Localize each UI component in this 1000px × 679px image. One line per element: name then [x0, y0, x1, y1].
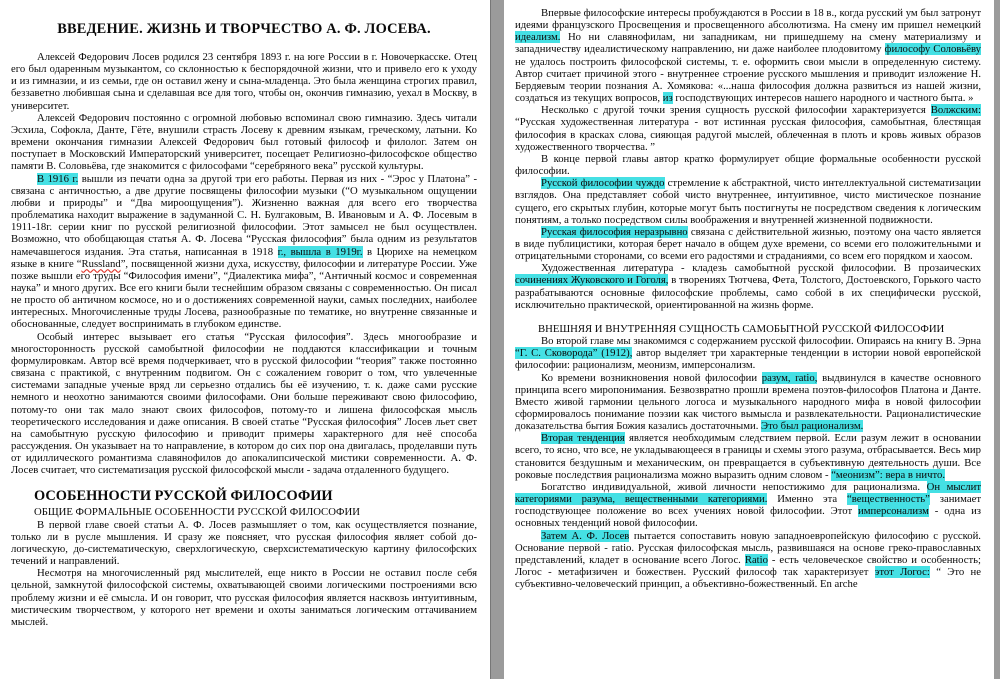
highlight-mark: разум, ratio,	[761, 371, 818, 384]
text-run: Впервые философские интересы пробуждаются в России в 18 в., когда русский ум был затронут идеями французского Просвещения и просвещенного абсолютизма. На смену им пришел немецкий	[515, 7, 981, 32]
text-run: Алексей Федорович Лосев родился 23 сентября 1893 г. на юге России в г. Новочеркасске. Отец его был одаренным музыкантом, со склонностью к беспорядочной жизни, что и привело его к уходу и из гимназии, и из семьи, где он оставил жену и сына-младенца. Это была женщина строгих правил, беззаветно любившая сына и сделавшая все для того, чтобы он, окончив гимназию, уехал в Москву, в университет.	[11, 51, 477, 112]
text-run: Алексей Федорович постоянно с огромной любовью вспоминал свою гимназию. Здесь читали Эсхила, Софокла, Данте, Гёте, внушили страсть Лосеву к древним языкам, греческому, латыни. Ко времени окончания гимназии Алексей Федорович был готовый философ и филолог. Затем он поступает в Московский Императорский университет, посещает Религиозно-философское общество памяти В. Соловьёва, где знакомится с философами “серебряного века” русской культуры.	[11, 111, 477, 173]
paragraph	[11, 331, 477, 477]
text-run: связана с действительной жизнью, поэтому она часто является в виде публицистики, которая берет начало в общем духе времени, со всеми его положительными и отрицательными сторонами, со всеми его радостями и страданиями, со всем его порядком и хаосом.	[515, 225, 982, 263]
highlight-mark: “меонизм”: вера в ничто.	[831, 468, 946, 481]
text-run: Несмотря на многочисленный ряд мыслителей, еще никто в России не оставил после себя цельной, замкнутой философской системы, охватывающей своими логическими построениями всю проблему жизни и её смысла. И он говорит, что русская философия является насквозь интуитивным, мистическим творчеством, у которого нет времени и охоты заниматься логическим оттачиванием мыслей.	[11, 567, 477, 628]
text-run: Но ни славянофилам, ни западникам, ни пришедшему на смену материализму и западничеству идеалистическому направлению, ни даже наиболее плодовитому	[515, 31, 981, 56]
spellcheck-underline: Russland	[81, 257, 121, 270]
paragraph	[11, 51, 477, 112]
page-divider	[490, 0, 504, 679]
text-run: Несколько с другой точки зрения сущность русской философии характеризуется	[541, 104, 931, 117]
highlight-mark: Русская философия неразрывно	[541, 225, 688, 238]
page-1-content	[11, 20, 477, 628]
highlight-mark: Вторая тенденция	[541, 432, 625, 445]
highlight-mark: “Г. С. Сковорода” (1912),	[515, 347, 633, 360]
paragraph	[515, 262, 981, 311]
paragraph	[515, 530, 981, 591]
highlight-mark: имперсонализм	[858, 505, 929, 518]
text-run: не удалось построить философской системы, т. е. оформить свои мысли в определенную систему. Автор считает причиной этого - внутреннее строение русского мышления и приводит изложение Н. Бердяевым теории познания А. Хомякова: «...наша философия должна развиться из нашей жизни, создаться из текущих вопросов,	[515, 55, 981, 105]
text-run: занимает господствующее положение во всех учениях новой философии. Этот	[515, 493, 981, 518]
text-run: выдвинулся в качестве основного принципа всего миропонимания. Безвозвратно прошли времена поэтов-философов Платона и Данте. Вместо живой гармонии цельного логоса и музыкального народного мифа в новой философии сформировалось понимание поэзии как чистого вымысла и развлекательности. Рационалистические доказательства бытия Божия казались достаточными.	[515, 371, 981, 433]
text-run: является необходимым следствием первой. Если разум лежит в основании всего, то ясно, что все, не укладывающееся в границы и схемы этого разума, отбрасывается. Весь мир становится бездушным и механическим, он превращается в субъективную деятельность души. Все роковые последствия рационализма можно выразить одним словом -	[515, 432, 981, 481]
highlight-mark: идеализм.	[515, 31, 561, 44]
paragraph	[515, 432, 981, 481]
paragraph	[515, 177, 981, 226]
subheading	[11, 506, 477, 518]
highlight-mark: В 1916 г.	[37, 172, 79, 185]
highlight-mark: Ratio	[744, 553, 768, 566]
paragraph	[515, 104, 981, 153]
highlight-mark: сочинениях Жуковского и Гоголя,	[515, 274, 669, 287]
text-run: Художественная литература - кладезь самобытной русской философии. В прозаических	[541, 262, 981, 275]
paragraph	[515, 226, 981, 262]
page-2[interactable]	[504, 0, 994, 679]
highlight-mark: Русской философии чуждо	[541, 177, 665, 190]
title	[11, 20, 477, 39]
heading	[11, 487, 477, 505]
paragraph	[515, 372, 981, 433]
highlight-mark: этот Логос:	[874, 566, 930, 579]
text-run: Именно эта	[767, 493, 847, 506]
paragraph	[515, 335, 981, 371]
text-run: ОСОБЕННОСТИ РУССКОЙ ФИЛОСОФИИ	[34, 488, 333, 505]
text-run: ВНЕШНЯЯ И ВНУТРЕННЯЯ СУЩНОСТЬ САМОБЫТНОЙ РУССКОЙ ФИЛОСОФИИ	[538, 322, 945, 335]
text-run: В конце первой главы автор кратко формулирует общие формальные особенности русской философии.	[515, 152, 981, 178]
paragraph	[11, 519, 477, 568]
text-run: автор выделяет три характерные тенденции в истории новой европейской философии: рационализм, меонизм, имперсонализм.	[515, 347, 981, 372]
text-run: в Цюрихе на немецком языке в книге “	[11, 245, 477, 270]
text-run: вышли из печати одна за другой три его работы. Первая из них - “Эрос у Платона” - связана с античностью, а две другие посвящены философии музыки (“О музыкальном ощущении любви и природы” и “Два мироощущения”). Жизненно важная для всего его творчества проблематика находит выражение в задуманной С. Н. Булгаковым, В. Ивановым и А. Ф. Лосевым в 1911-18г. серии книг по русской религиозной философии. Этот замысел не был осуществлен. Возможно, что обобщающая статья А. Ф. Лосева “Русская философия” была одним из результатов намечавшегося издания. Эта статья, написанная в 1918	[11, 172, 477, 258]
paragraph	[11, 173, 477, 331]
subheading	[515, 323, 981, 335]
paragraph	[515, 7, 981, 104]
highlight-mark: Он мыслит категориями разума, вещественными категориями.	[515, 480, 981, 506]
text-run: - есть человеческое свойство и особенность; Логос - метафизичен и божествен. Русский философ так характеризует	[515, 553, 982, 579]
paragraph	[515, 153, 981, 177]
text-run: Во второй главе мы знакомимся с содержанием русской философии. Опираясь на книгу В. Эрна	[541, 335, 981, 348]
paragraph	[515, 481, 981, 530]
text-run: Ко времени возникновения новой философии	[541, 371, 762, 384]
text-run: “ Это не субъективно-человеческий принцип, а объективно-божественный. En arche	[515, 566, 981, 591]
text-run: ВВЕДЕНИЕ. ЖИЗНЬ И ТВОРЧЕСТВО А. Ф. ЛОСЕВА.	[57, 21, 431, 37]
highlight-mark: “вещественность”	[846, 493, 930, 506]
text-run: ОБЩИЕ ФОРМАЛЬНЫЕ ОСОБЕННОСТИ РУССКОЙ ФИЛОСОФИИ	[34, 506, 360, 519]
text-run: в творениях Тютчева, Фета, Толстого, Достоевского, Горького часто разрабатываются основные философские проблемы, само собой в их специфически русской, исключительно практической, ориентированной на жизнь форме.	[515, 274, 981, 311]
text-run: ”, посвященной жизни духа, искусству, философии и литературе России. Уже позже вышли его труды “Философия имени”, “Диалектика мифа”, “Античный космос и современная наука” и много других. Все его книги были теснейшим образом связаны с современностью. Он писал не просто об античном космосе, но и о достижениях современной науки, самых последних, наиболее интересных. Многочисленные труды Лосева, разнообразные по тематике, но внутренне связанные и обоснованные, следует воспринимать в глубоком единстве.	[11, 257, 477, 331]
page-2-content	[515, 7, 981, 590]
text-run: пытается сопоставить новую западноевропейскую философию с русской. Основание первой - ratio. Русская философская мысль, развившаяся на основе греко-православных представлений, кладет в основание всего Логос.	[515, 529, 981, 566]
text-run: господствующих интересов нашего народного и частного быта. »	[672, 92, 974, 105]
text-run: В первой главе своей статьи А. Ф. Лосев размышляет о том, как осуществляется познание, только ли в русле мышления. И сразу же поясняет, что русская философия являет собой до-логическую, до-систематическую, сверхлогическую, сверхсистематическую картину философских течений и направлений.	[11, 518, 477, 568]
text-run: - одна из основных тенденций новой философии.	[515, 505, 982, 530]
highlight-mark: философу Соловьёву	[884, 43, 982, 56]
highlight-mark: Это был рационализм.	[761, 420, 864, 433]
highlight-mark: Волжским:	[930, 104, 981, 117]
text-run: Особый интерес вызывает его статья “Русская философия”. Здесь многообразие и многосторонность русской самобытной философии не поддаются классификации и точным формулировкам. Автор всё время подчеркивает, что в русской философии “теория” также постоянно связана с практикой, с внутренним подвигом. Он с сожалением говорит о том, что увлеченные системами западные ученые вряд ли серьезно отдались бы её изучению, т. к. даже сами русские немного и неохотно занимаются своими философами. Они больше переживают свою философию, потому-то они так мало знают своих философов, потому-то и лишена философская мысль теоретического исследования и даже описания. В своей статье “Русская философия” Лосев льет свет на самобытную русскую философию и приводит примеры характерного для неё способа рассуждения. Он указывает на то направление, в котором до сих пор она двигалась, проделавши путь от идиллического романтизма славянофилов до апокалипсической мистики современности. А. Ф. Лосев считает, что систематизация русской философской мысли - задача отдаленного будущего.	[11, 330, 477, 477]
text-run: “Русская художественная литература - вот истинная русская философия, самобытная, блестящая философия в красках слова, сияющая радугой мыслей, облеченная в плоть и кровь живых образов художественного творчества. ”	[515, 116, 981, 153]
paragraph	[11, 567, 477, 628]
text-run: стремление к абстрактной, чисто интеллектуальной систематизации взглядов. Она представляет собой чисто внутреннее, интуитивное, чисто мистическое познание сущего, его скрытых глубин, которые могут быть постигнуты не посредством сведения к логическим понятиям, а только посредством силы воображения и внутренней жизненной подвижности.	[515, 177, 981, 226]
highlight-mark: Затем А. Ф. Лосев	[541, 529, 630, 542]
page-1[interactable]	[0, 0, 490, 679]
highlight-mark: из	[662, 92, 673, 105]
text-run: Богатство индивидуальной, живой личности непостижимо для рационализма.	[541, 480, 927, 493]
highlight-mark: г., вышла в 1919г.	[277, 245, 363, 258]
paragraph	[11, 112, 477, 173]
